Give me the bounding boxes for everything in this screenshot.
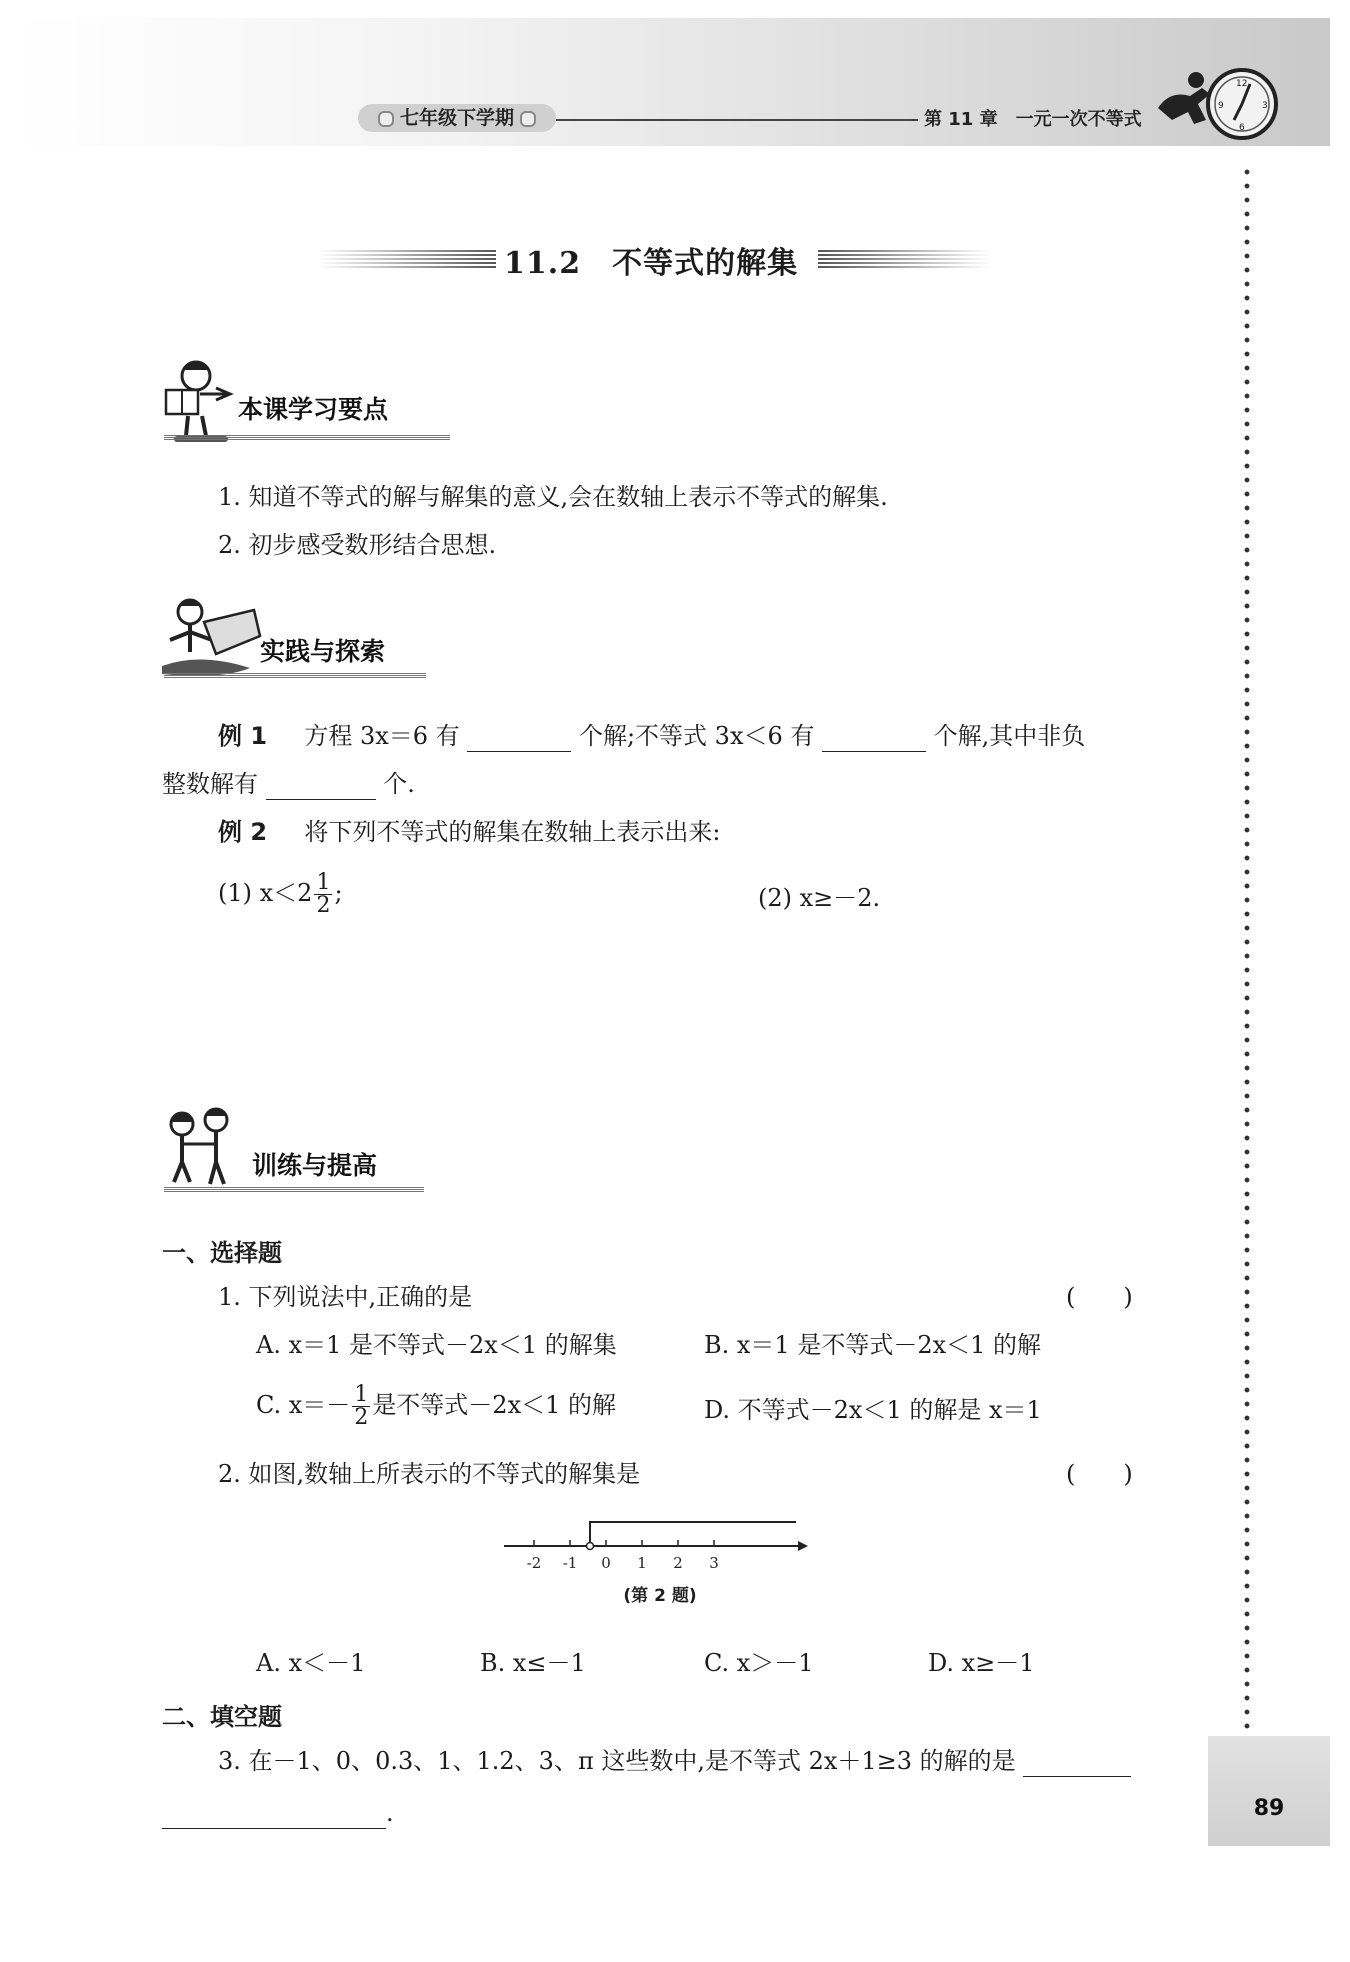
inequality-text: ;	[334, 879, 343, 907]
svg-text:3: 3	[1262, 101, 1268, 111]
svg-text:12: 12	[1236, 79, 1248, 89]
number-line-figure	[500, 1510, 820, 1580]
tick-label: 1	[637, 1554, 647, 1572]
fraction	[314, 872, 332, 917]
section-header-training	[160, 1106, 424, 1182]
grade-text: 七年级下学期	[400, 107, 515, 129]
header-divider	[556, 119, 918, 121]
option-a[interactable]: A. x＜－1	[256, 1649, 366, 1677]
example-text: 整数解有	[162, 770, 258, 798]
svg-text:6: 6	[1239, 123, 1245, 133]
answer-paren[interactable]: ( )	[1066, 1283, 1133, 1311]
answer-blank[interactable]	[467, 725, 571, 752]
bullet-icon	[520, 111, 536, 127]
answer-paren[interactable]: ( )	[1066, 1460, 1133, 1488]
page-number-box	[1208, 1736, 1330, 1846]
example-text: 个解;不等式 3x＜6 有	[578, 722, 815, 750]
section-underline	[164, 434, 450, 440]
question-2-stem: 2. 如图,数轴上所表示的不等式的解集是	[218, 1460, 641, 1488]
answer-blank[interactable]	[1023, 1750, 1131, 1777]
answer-blank[interactable]	[162, 1802, 386, 1829]
svg-text:9: 9	[1218, 101, 1224, 111]
example-text: 方程 3x＝6 有	[304, 722, 460, 750]
answer-blank[interactable]	[266, 773, 376, 800]
option-b[interactable]: B. x＝1 是不等式－2x＜1 的解	[704, 1331, 1042, 1359]
example-text: 个.	[383, 770, 415, 798]
option-d[interactable]: D. 不等式－2x＜1 的解是 x＝1	[704, 1396, 1042, 1424]
section-label: 本课学习要点	[238, 395, 389, 424]
fraction-numerator: 1	[316, 870, 331, 895]
part-heading-choice: 一、选择题	[162, 1239, 282, 1267]
option-text: C. x＝－	[256, 1391, 351, 1419]
example-2-part-2: (2) x≥－2.	[758, 884, 881, 912]
answer-blank[interactable]	[822, 725, 926, 752]
two-students-icon	[160, 1106, 244, 1196]
option-a[interactable]: A. x＝1 是不等式－2x＜1 的解集	[256, 1331, 617, 1359]
question-3-line-1	[218, 1745, 1131, 1777]
option-b[interactable]: B. x≤－1	[480, 1649, 586, 1677]
example-2-part-1	[218, 872, 343, 917]
example-2-line	[218, 816, 720, 848]
section-underline	[164, 1186, 424, 1192]
option-d[interactable]: D. x≥－1	[928, 1649, 1035, 1677]
section-label: 训练与提高	[252, 1151, 378, 1180]
option-c[interactable]: C. x＞－1	[704, 1649, 814, 1677]
example-label: 例 2	[218, 818, 268, 846]
bullet-icon	[378, 111, 394, 127]
compass-runner-icon	[1150, 60, 1280, 150]
section-header-key-points	[160, 358, 450, 434]
question-text: 3. 在－1、0、0.3、1、1.2、3、π 这些数中,是不等式 2x＋1≥3 的解的是	[218, 1747, 1016, 1775]
fraction	[352, 1384, 370, 1429]
key-point-2: 2. 初步感受数形结合思想.	[218, 531, 497, 559]
example-label: 例 1	[218, 722, 268, 750]
example-text: 个解,其中非负	[933, 722, 1086, 750]
tick-label: -1	[562, 1554, 578, 1572]
fraction-denominator: 2	[316, 893, 331, 918]
section-label: 实践与探索	[260, 637, 386, 666]
example-text: 将下列不等式的解集在数轴上表示出来:	[304, 818, 721, 846]
tick-label: 3	[709, 1554, 719, 1572]
inequality-text: (1) x＜2	[218, 879, 313, 907]
lesson-title: 11.2 不等式的解集	[504, 246, 799, 281]
dotted-margin-border	[1244, 165, 1250, 1735]
example-1-line-2	[162, 768, 415, 800]
solution-ray	[590, 1522, 796, 1542]
fraction-numerator: 1	[354, 1382, 369, 1407]
endpoint-circle	[587, 1543, 594, 1550]
part-heading-fill: 二、填空题	[162, 1703, 282, 1731]
title-decoration-right	[818, 248, 990, 268]
axis-arrow-icon	[798, 1541, 808, 1551]
fraction-denominator: 2	[354, 1405, 369, 1430]
section-header-practice	[160, 596, 426, 672]
chapter-title: 第 11 章 一元一次不等式	[924, 109, 1142, 130]
page-number: 89	[1253, 1796, 1285, 1821]
question-text: .	[386, 1799, 394, 1827]
question-1-stem: 1. 下列说法中,正确的是	[218, 1283, 473, 1311]
question-3-line-2	[162, 1797, 394, 1829]
grade-label	[358, 104, 556, 132]
title-decoration-left	[318, 248, 496, 268]
key-point-1: 1. 知道不等式的解与解集的意义,会在数轴上表示不等式的解集.	[218, 483, 888, 511]
option-c[interactable]	[256, 1384, 616, 1429]
tick-label: -2	[526, 1554, 542, 1572]
tick-label: 2	[673, 1554, 683, 1572]
figure-caption: (第 2 题)	[623, 1586, 697, 1606]
example-1-line-1	[218, 720, 1085, 752]
section-underline	[164, 672, 426, 678]
option-text: 是不等式－2x＜1 的解	[372, 1391, 617, 1419]
tick-label: 0	[601, 1554, 611, 1572]
